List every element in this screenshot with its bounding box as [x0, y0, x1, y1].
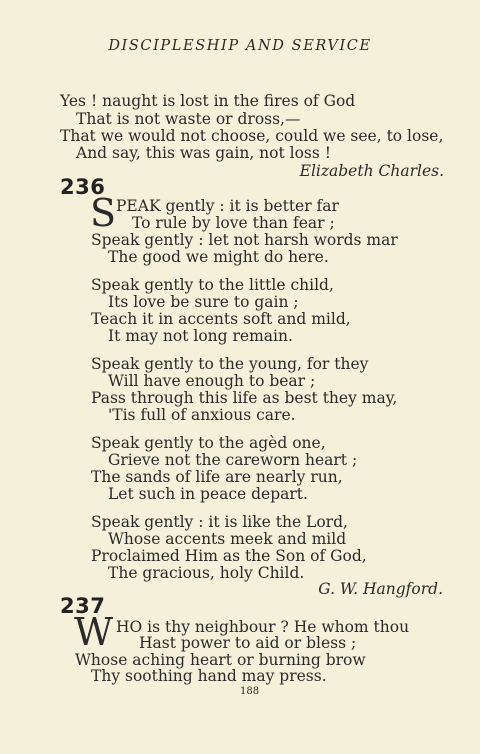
poem-line: The sands of life are nearly run,	[91, 468, 343, 486]
poem-line: And say, this was gain, not loss !	[76, 144, 331, 162]
poem-line: The good we might do here.	[108, 248, 329, 266]
poem-line: Let such in peace depart.	[108, 485, 308, 503]
poem-line: 'Tis full of anxious care.	[108, 406, 296, 424]
poem-line: Whose accents meek and mild	[108, 530, 347, 548]
poem-line: To rule by love than fear ;	[132, 214, 335, 232]
drop-cap: W	[74, 610, 114, 654]
author-attribution: G. W. Hangford.	[318, 580, 443, 598]
poem-line: Grieve not the careworn heart ;	[108, 451, 358, 469]
page-number: 188	[240, 686, 260, 697]
poem-line: Whose aching heart or burning brow	[75, 651, 366, 669]
poem-line: It may not long remain.	[108, 327, 293, 345]
hymn-number: 236	[60, 175, 106, 199]
running-header: DISCIPLESHIP AND SERVICE	[108, 38, 372, 54]
poem-line: That we would not choose, could we see, to lose,	[60, 127, 444, 145]
poem-line: Speak gently : it is like the Lord,	[91, 513, 348, 531]
poem-line: That is not waste or dross,—	[76, 110, 301, 128]
poem-line: Proclaimed Him as the Son of God,	[91, 547, 367, 565]
poem-line: Yes ! naught is lost in the fires of God	[60, 92, 356, 110]
author-attribution: Elizabeth Charles.	[299, 162, 444, 180]
drop-cap: S	[90, 191, 117, 235]
poem-line: Speak gently : let not harsh words mar	[91, 231, 398, 249]
poem-line: Speak gently to the agèd one,	[91, 434, 326, 452]
poem-line: The gracious, holy Child.	[108, 564, 305, 582]
poem-line: HO is thy neighbour ? He whom thou	[116, 618, 410, 636]
hymn-number: 237	[60, 594, 106, 618]
poem-line: Will have enough to bear ;	[108, 372, 316, 390]
poem-line: PEAK gently : it is better far	[116, 197, 339, 215]
poem-line: Speak gently to the little child,	[91, 276, 334, 294]
poem-line: Pass through this life as best they may,	[91, 389, 398, 407]
poem-line: Thy soothing hand may press.	[91, 667, 327, 685]
poem-line: Its love be sure to gain ;	[108, 293, 299, 311]
poem-line: Hast power to aid or bless ;	[139, 634, 357, 652]
poem-line: Speak gently to the young, for they	[91, 355, 369, 373]
poem-line: Teach it in accents soft and mild,	[91, 310, 351, 328]
